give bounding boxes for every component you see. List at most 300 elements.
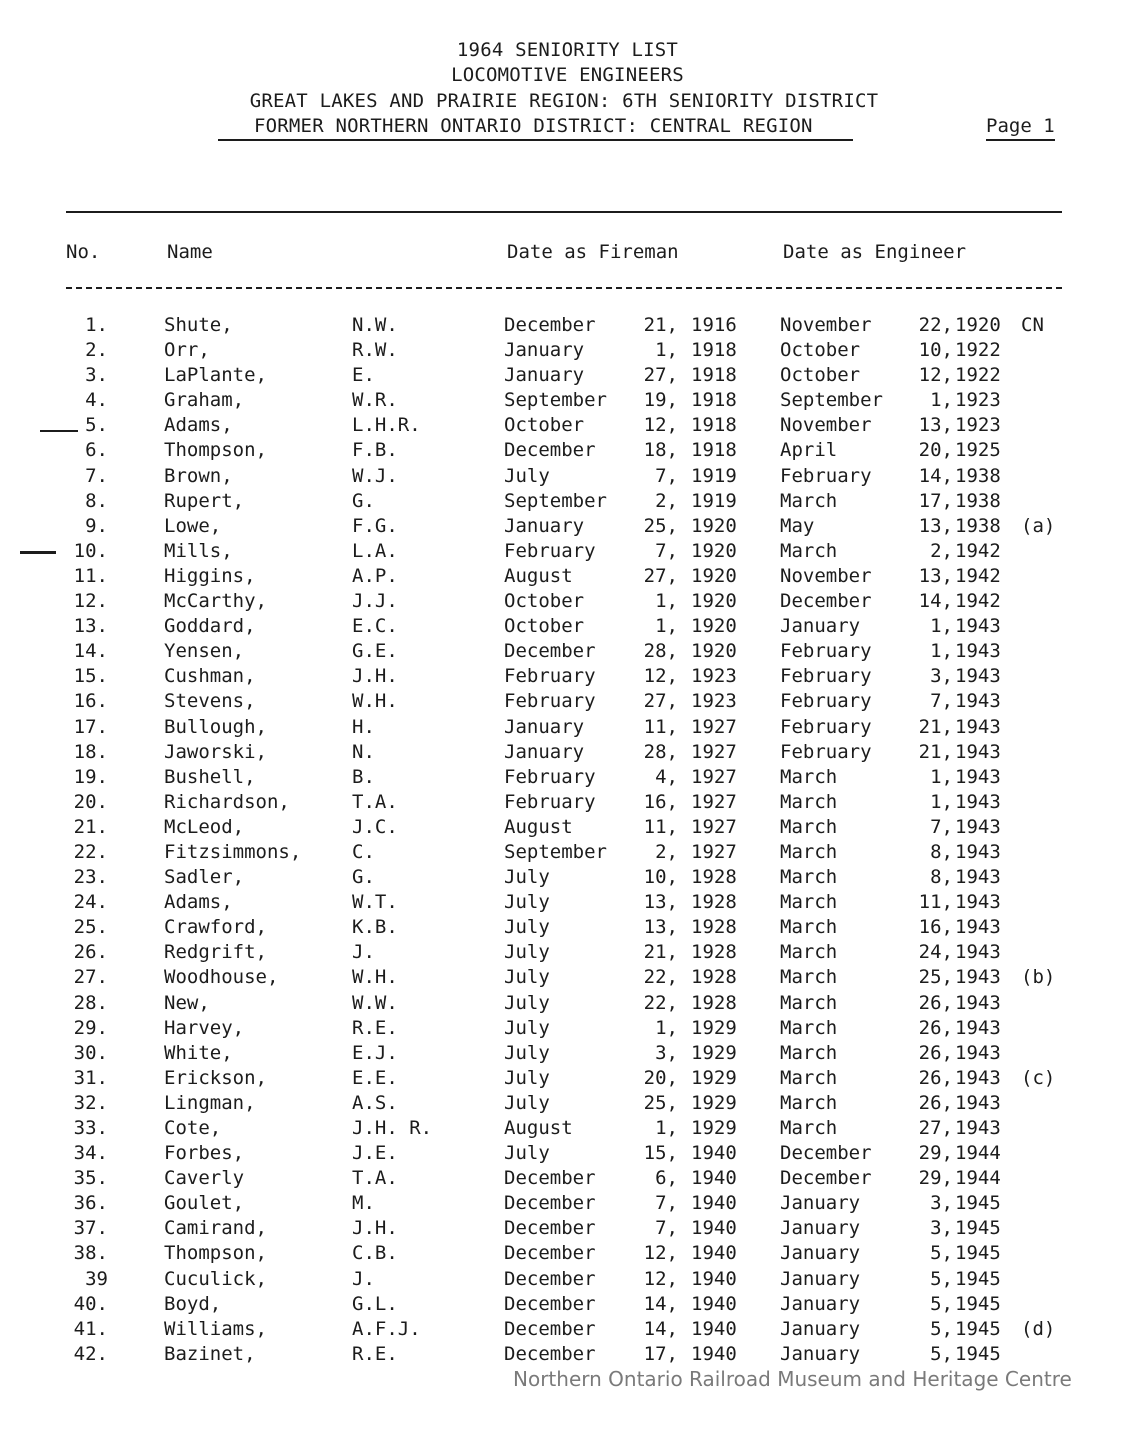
engineer-year: 1920 [955,314,1001,336]
fireman-day: 14, [643,1317,678,1340]
surname: Graham, [164,389,245,412]
fireman-day: 7, [655,1192,678,1215]
fireman-year: 1940 [691,1292,737,1315]
engineer-day: 7, [930,815,953,838]
engineer-year: 1938 [955,464,1001,487]
surname: Richardson, [164,790,290,813]
fireman-year: 1920 [691,539,737,562]
row-number: 32. [73,1091,108,1114]
engineer-day: 5, [930,1317,953,1340]
table-row [0,1141,1135,1166]
row-number: 27. [73,966,108,989]
engineer-day: 1, [930,790,953,813]
engineer-year: 1943 [955,815,1001,838]
fireman-day: 11, [643,815,678,838]
surname: Harvey, [164,1016,245,1039]
title-line-4: FORMER NORTHERN ONTARIO DISTRICT: CENTRAL REGION [218,114,853,141]
fireman-month: December [504,1342,596,1365]
surname: Goulet, [164,1192,245,1215]
engineer-day: 29, [918,1142,953,1165]
engineer-month: March [780,790,838,813]
engineer-day: 12, [918,364,953,387]
fireman-day: 14, [643,1292,678,1315]
engineer-day: 3, [930,665,953,688]
fireman-year: 1940 [691,1217,737,1240]
fireman-month: August [504,815,573,838]
fireman-month: September [504,389,607,412]
fireman-month: July [504,1091,550,1114]
fireman-year: 1923 [691,690,737,713]
fireman-year: 1918 [691,389,737,412]
fireman-year: 1940 [691,1167,737,1190]
row-number: 37. [73,1217,108,1240]
engineer-month: January [780,1242,861,1265]
initials: W.H. [352,690,398,713]
engineer-year: 1938 [955,489,1001,512]
engineer-year: 1943 [955,690,1001,713]
engineer-year: 1923 [955,389,1001,412]
surname: Caverly [164,1167,245,1190]
fireman-year: 1929 [691,1117,737,1139]
title-line-3: GREAT LAKES AND PRAIRIE REGION: 6TH SENIORITY DISTRICT [249,90,879,112]
engineer-year: 1945 [955,1192,1001,1215]
fireman-year: 1940 [691,1192,737,1215]
fireman-month: January [504,514,585,537]
engineer-day: 13, [918,564,953,587]
fireman-month: January [504,740,585,763]
initials: J.E. [352,1142,398,1165]
fireman-year: 1920 [691,615,737,638]
engineer-month: March [780,866,838,889]
surname: Bushell, [164,765,256,788]
fireman-day: 22, [643,966,678,989]
fireman-year: 1928 [691,916,737,939]
fireman-day: 19, [643,389,678,412]
engineer-year: 1944 [955,1167,1001,1190]
fireman-day: 28, [643,740,678,763]
fireman-day: 7, [655,464,678,487]
engineer-year: 1943 [955,640,1001,663]
engineer-day: 13, [918,414,953,437]
fireman-year: 1928 [691,891,737,914]
initials: G.L. [352,1292,398,1315]
engineer-day: 14, [918,464,953,487]
fireman-day: 28, [643,640,678,663]
surname: McLeod, [164,815,245,838]
row-number: 31. [73,1066,108,1089]
fireman-year: 1920 [691,564,737,587]
engineer-year: 1945 [955,1242,1001,1265]
row-number: 18. [73,740,108,763]
engineer-year: 1943 [955,790,1001,813]
row-number: 25. [73,916,108,939]
engineer-year: 1944 [955,1142,1001,1165]
row-number: 40. [73,1292,108,1315]
row-number: 4. [85,389,108,412]
table-row [0,363,1135,388]
fireman-month: December [504,1217,596,1240]
fireman-month: December [504,314,596,336]
note: (b) [1021,966,1056,989]
engineer-month: January [780,615,861,638]
engineer-year: 1943 [955,1041,1001,1064]
engineer-month: April [780,439,838,462]
engineer-day: 26, [918,1091,953,1114]
fireman-month: December [504,1242,596,1265]
row-number: 33. [73,1117,108,1139]
fireman-month: July [504,1016,550,1039]
engineer-year: 1925 [955,439,1001,462]
fireman-day: 1, [655,1117,678,1139]
engineer-day: 26, [918,1066,953,1089]
engineer-year: 1922 [955,364,1001,387]
engineer-month: February [780,665,872,688]
engineer-day: 2, [930,539,953,562]
row-number: 39 [85,1267,108,1290]
fireman-day: 20, [643,1066,678,1089]
engineer-year: 1922 [955,339,1001,362]
engineer-month: March [780,916,838,939]
fireman-year: 1928 [691,941,737,964]
engineer-month: January [780,1192,861,1215]
engineer-day: 21, [918,715,953,738]
note: (c) [1021,1066,1056,1089]
header-rule [66,287,1062,289]
row-number: 28. [73,991,108,1014]
engineer-month: May [780,514,815,537]
engineer-month: December [780,590,872,613]
fireman-day: 1, [655,590,678,613]
initials: E.J. [352,1041,398,1064]
table-row [0,1041,1135,1066]
engineer-day: 5, [930,1267,953,1290]
fireman-year: 1919 [691,489,737,512]
table-row [0,865,1135,890]
engineer-year: 1942 [955,564,1001,587]
row-number: 22. [73,840,108,863]
fireman-year: 1918 [691,439,737,462]
table-row [0,1241,1135,1266]
engineer-day: 7, [930,690,953,713]
note: (d) [1021,1317,1056,1340]
engineer-month: January [780,1267,861,1290]
table-row [0,815,1135,840]
fireman-year: 1940 [691,1142,737,1165]
fireman-month: July [504,866,550,889]
table-row [0,1267,1135,1292]
fireman-month: September [504,489,607,512]
fireman-year: 1920 [691,640,737,663]
initials: R.E. [352,1342,398,1365]
initials: N. [352,740,375,763]
fireman-day: 1, [655,339,678,362]
fireman-month: July [504,916,550,939]
table-row [0,1317,1135,1342]
engineer-year: 1943 [955,1117,1001,1139]
engineer-year: 1945 [955,1342,1001,1365]
fireman-year: 1929 [691,1016,737,1039]
table-row [0,489,1135,514]
surname: Jaworski, [164,740,267,763]
fireman-month: July [504,991,550,1014]
fireman-month: December [504,1192,596,1215]
engineer-month: March [780,1117,838,1139]
row-number: 6. [85,439,108,462]
fireman-year: 1927 [691,765,737,788]
fireman-day: 12, [643,665,678,688]
engineer-month: March [780,991,838,1014]
fireman-year: 1918 [691,414,737,437]
table-row [0,464,1135,489]
engineer-month: October [780,339,861,362]
initials: C.B. [352,1242,398,1265]
row-number: 3. [85,364,108,387]
engineer-month: March [780,765,838,788]
surname: Crawford, [164,916,267,939]
initials: G. [352,489,375,512]
engineer-year: 1943 [955,966,1001,989]
engineer-day: 11, [918,891,953,914]
table-row [0,614,1135,639]
initials: J.C. [352,815,398,838]
engineer-month: January [780,1317,861,1340]
row-number: 12. [73,590,108,613]
fireman-month: December [504,1167,596,1190]
engineer-day: 20, [918,439,953,462]
fireman-year: 1929 [691,1066,737,1089]
initials: A.F.J. [352,1317,421,1340]
engineer-day: 3, [930,1217,953,1240]
row-number: 38. [73,1242,108,1265]
fireman-month: December [504,1267,596,1290]
surname: Redgrift, [164,941,267,964]
initials: L.H.R. [352,414,421,437]
table-row [0,940,1135,965]
fireman-day: 3, [655,1041,678,1064]
engineer-month: November [780,314,872,336]
table-row [0,1342,1135,1367]
fireman-day: 21, [643,314,678,336]
row-number: 42. [73,1342,108,1365]
surname: Thompson, [164,439,267,462]
initials: M. [352,1192,375,1215]
engineer-month: September [780,389,883,412]
note: (a) [1021,514,1056,537]
surname: Williams, [164,1317,267,1340]
engineer-year: 1945 [955,1267,1001,1290]
table-row [0,840,1135,865]
surname: LaPlante, [164,364,267,387]
fireman-day: 25, [643,1091,678,1114]
engineer-month: November [780,414,872,437]
page-number: Page 1 [986,114,1055,141]
initials: G.E. [352,640,398,663]
fireman-day: 18, [643,439,678,462]
table-row [0,1216,1135,1241]
surname: Bullough, [164,715,267,738]
engineer-month: January [780,1217,861,1240]
fireman-day: 15, [643,1142,678,1165]
fireman-day: 2, [655,489,678,512]
fireman-year: 1928 [691,966,737,989]
initials: N.W. [352,314,398,336]
engineer-month: March [780,1016,838,1039]
engineer-month: March [780,941,838,964]
row-number: 41. [73,1317,108,1340]
fireman-day: 13, [643,891,678,914]
table-row [0,639,1135,664]
row-number: 29. [73,1016,108,1039]
row-number: 15. [73,665,108,688]
fireman-month: August [504,564,573,587]
table-row [0,1116,1135,1141]
fireman-month: January [504,364,585,387]
surname: New, [164,991,210,1014]
row-number: 7. [85,464,108,487]
initials: H. [352,715,375,738]
engineer-year: 1943 [955,1091,1001,1114]
engineer-day: 25, [918,966,953,989]
surname: Rupert, [164,489,245,512]
engineer-month: March [780,891,838,914]
engineer-day: 5, [930,1292,953,1315]
surname: Mills, [164,539,233,562]
column-header-fireman: Date as Fireman [507,241,679,263]
table-row [0,965,1135,990]
surname: Sadler, [164,866,245,889]
table-row [0,790,1135,815]
initials: W.J. [352,464,398,487]
engineer-year: 1943 [955,740,1001,763]
fireman-day: 2, [655,840,678,863]
table-row [0,991,1135,1016]
engineer-day: 22, [918,314,953,336]
fireman-year: 1940 [691,1242,737,1265]
engineer-day: 8, [930,866,953,889]
engineer-year: 1943 [955,1066,1001,1089]
initials: K.B. [352,916,398,939]
engineer-month: November [780,564,872,587]
row-number: 11. [73,564,108,587]
engineer-year: 1943 [955,916,1001,939]
fireman-day: 12, [643,1267,678,1290]
engineer-year: 1942 [955,590,1001,613]
fireman-year: 1940 [691,1317,737,1340]
initials: T.A. [352,790,398,813]
surname: Brown, [164,464,233,487]
engineer-day: 26, [918,991,953,1014]
fireman-day: 25, [643,514,678,537]
table-row [0,388,1135,413]
fireman-year: 1929 [691,1041,737,1064]
fireman-month: August [504,1117,573,1139]
surname: Thompson, [164,1242,267,1265]
engineer-year: 1923 [955,414,1001,437]
fireman-day: 21, [643,941,678,964]
engineer-day: 10, [918,339,953,362]
fireman-day: 11, [643,715,678,738]
engineer-year: 1943 [955,941,1001,964]
fireman-year: 1918 [691,364,737,387]
fireman-month: February [504,665,596,688]
initials: R.W. [352,339,398,362]
fireman-year: 1916 [691,314,737,336]
row-number: 34. [73,1142,108,1165]
engineer-day: 13, [918,514,953,537]
fireman-year: 1928 [691,991,737,1014]
fireman-day: 27, [643,690,678,713]
engineer-month: February [780,740,872,763]
fireman-month: February [504,539,596,562]
engineer-day: 29, [918,1167,953,1190]
fireman-day: 16, [643,790,678,813]
initials: J. [352,941,375,964]
fireman-month: January [504,715,585,738]
engineer-month: March [780,840,838,863]
surname: Cushman, [164,665,256,688]
fireman-month: July [504,966,550,989]
title-line-2: LOCOMOTIVE ENGINEERS [451,64,684,86]
fireman-month: October [504,615,585,638]
fireman-year: 1927 [691,740,737,763]
surname: Erickson, [164,1066,267,1089]
fireman-day: 17, [643,1342,678,1365]
initials: W.H. [352,966,398,989]
fireman-month: December [504,1292,596,1315]
title-line-1: 1964 SENIORITY LIST [456,39,679,61]
surname: Adams, [164,414,233,437]
fireman-year: 1927 [691,815,737,838]
row-number: 35. [73,1167,108,1190]
note: CN [1021,314,1044,336]
row-number: 9. [85,514,108,537]
surname: Orr, [164,339,210,362]
table-row [0,740,1135,765]
engineer-year: 1943 [955,1016,1001,1039]
engineer-month: February [780,640,872,663]
initials: B. [352,765,375,788]
table-row [0,1016,1135,1041]
table-row [0,564,1135,589]
engineer-month: March [780,815,838,838]
engineer-day: 14, [918,590,953,613]
engineer-year: 1943 [955,665,1001,688]
fireman-month: February [504,765,596,788]
row-number: 2. [85,339,108,362]
engineer-month: October [780,364,861,387]
engineer-year: 1943 [955,866,1001,889]
initials: G. [352,866,375,889]
table-row [0,589,1135,614]
row-number: 5. [85,414,108,437]
engineer-month: December [780,1142,872,1165]
surname: Adams, [164,891,233,914]
engineer-day: 5, [930,1242,953,1265]
fireman-month: February [504,790,596,813]
row-number: 1. [85,314,108,336]
table-row [0,1066,1135,1091]
initials: F.B. [352,439,398,462]
table-row [0,1091,1135,1116]
fireman-year: 1923 [691,665,737,688]
surname: Boyd, [164,1292,222,1315]
initials: A.S. [352,1091,398,1114]
engineer-day: 1, [930,615,953,638]
fireman-month: July [504,891,550,914]
engineer-month: March [780,1066,838,1089]
surname: Shute, [164,314,233,336]
row-number: 24. [73,891,108,914]
